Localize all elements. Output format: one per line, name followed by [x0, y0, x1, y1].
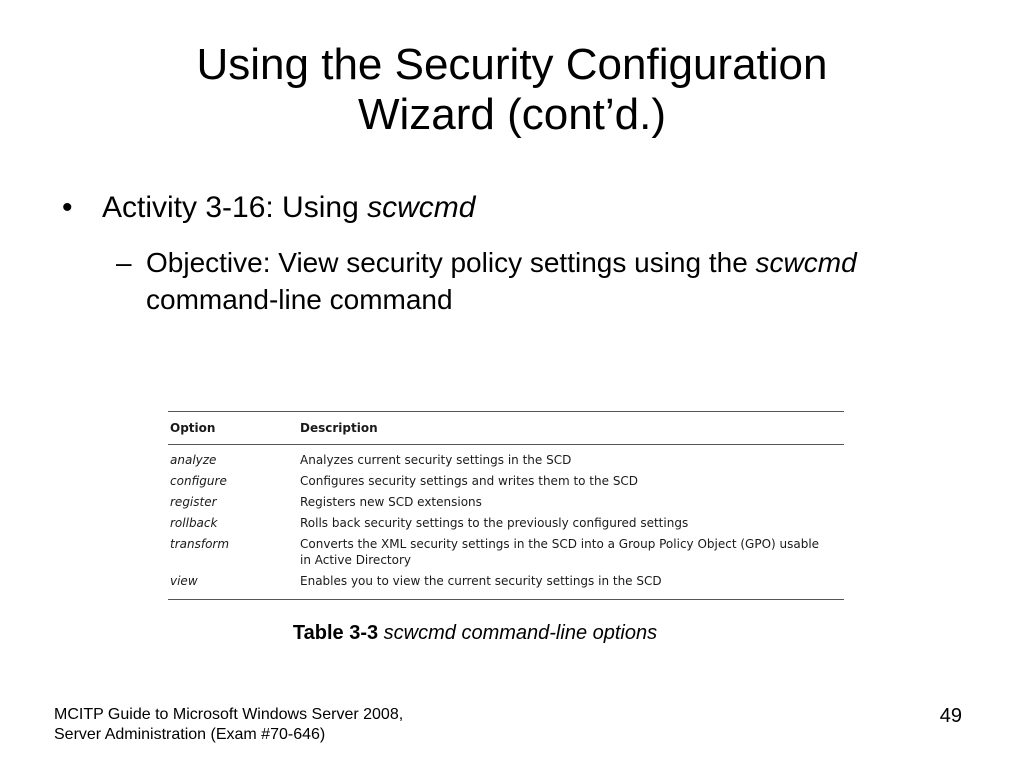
table-row [168, 494, 844, 510]
option-cell: configure [170, 474, 227, 488]
description-cell: Rolls back security settings to the previously configured settings [300, 516, 689, 530]
description-cell: Enables you to view the current security settings in the SCD [300, 574, 662, 588]
page-number: 49 [939, 705, 962, 727]
description-cell: Registers new SCD extensions [300, 495, 482, 509]
bullet-objective-text: Objective: View security policy settings using the [146, 247, 756, 278]
column-header-description: Description [300, 421, 378, 435]
slide-title-line1: Using the Security Configuration [196, 40, 828, 89]
bullet-activity [62, 190, 475, 226]
option-cell: analyze [170, 453, 217, 467]
table-caption-text: scwcmd command-line options [383, 622, 658, 644]
bullet-objective-text-end: command-line command [146, 284, 453, 315]
table-row [168, 473, 844, 489]
bullet-objective [116, 244, 896, 318]
dash-marker: – [116, 247, 132, 278]
column-header-option: Option [170, 421, 216, 435]
table-row [168, 536, 844, 568]
description-cell: Configures security settings and writes them to the SCD [300, 474, 639, 488]
table-caption [0, 622, 950, 645]
footer-line2: Server Administration (Exam #70-646) [54, 726, 326, 743]
description-cell: Analyzes current security settings in the SCD [300, 453, 572, 467]
bullet-marker: • [62, 191, 73, 224]
table-row [168, 573, 844, 589]
table-row [168, 515, 844, 531]
description-cell: Converts the XML security settings in the SCD into a Group Policy Object (GPO) usable in Active Directory [300, 537, 820, 567]
option-cell: rollback [170, 516, 218, 530]
bullet-activity-command: scwcmd [367, 191, 476, 224]
table-caption-label: Table 3-3 [292, 622, 379, 644]
options-table [168, 411, 844, 600]
footer-book-title [54, 705, 403, 745]
bullet-objective-body [116, 244, 896, 318]
slide-title [0, 40, 1024, 140]
slide-title-line2: Wizard (cont’d.) [357, 90, 667, 139]
option-cell: register [170, 495, 217, 509]
option-cell: transform [170, 537, 230, 551]
table-body [168, 445, 844, 600]
table-row [168, 452, 844, 468]
footer-line1: MCITP Guide to Microsoft Windows Server 2008, [54, 706, 404, 723]
option-cell: view [170, 574, 198, 588]
bullet-objective-command: scwcmd [755, 247, 857, 278]
table-header-row [168, 412, 844, 445]
bullet-activity-text: Activity 3-16: Using [102, 191, 368, 224]
